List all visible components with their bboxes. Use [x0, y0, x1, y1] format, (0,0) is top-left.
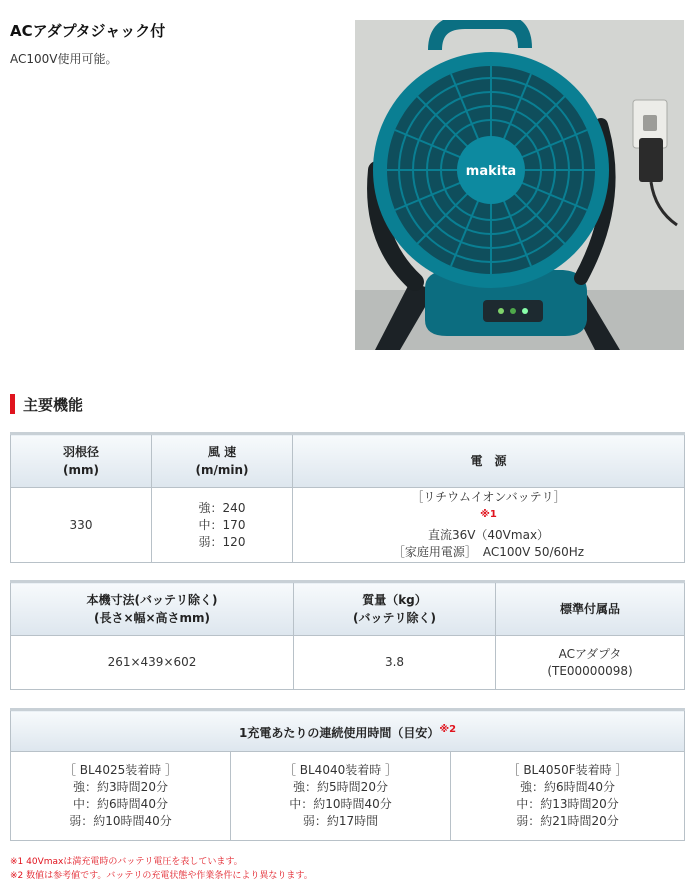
cell-mass: 3.8: [294, 636, 496, 690]
cell-wind-speed: 強：240 中：170 弱：120: [152, 488, 293, 563]
cell-runtime-bl4050f: ［ BL4050F装着時 ］ 強：約6時間40分 中：約13時間20分 弱：約21時間20分: [451, 752, 685, 841]
footnotes: [10, 855, 313, 883]
section-title: 主要機能: [23, 395, 84, 414]
section-heading: [10, 393, 83, 415]
header-runtime: 1充電あたりの連続使用時間（目安）$^{※2}$: [11, 710, 685, 752]
header-accessories: 標準付属品: [496, 582, 685, 636]
header-blade-diameter: 羽根径 (mm): [11, 434, 152, 488]
footnote-1: ※1 40Vmaxは満充電時のバッテリ電圧を表しています。: [10, 857, 243, 867]
cell-runtime-bl4040: ［ BL4040装着時 ］ 強：約5時間20分 中：約10時間40分 弱：約17時間: [231, 752, 451, 841]
section-marker: [10, 394, 15, 414]
feature-title: ACアダプタジャック付: [10, 22, 166, 40]
cell-dimensions: 261×439×602: [11, 636, 294, 690]
cell-power-source: ［リチウムイオンバッテリ］ $^{※1}$ 直流36V（40Vmax） ［家庭用電源］ AC100V 50/60Hz: [293, 488, 685, 563]
fan-image: [355, 20, 684, 350]
cell-blade-diameter: 330: [11, 488, 152, 563]
cell-runtime-bl4025: ［ BL4025装着時 ］ 強：約3時間20分 中：約6時間40分 弱：約10時間40分: [11, 752, 231, 841]
footnote-2: ※2 数値は参考値です。バッテリの充電状態や作業条件により異なります。: [10, 871, 313, 881]
feature-description: AC100V使用可能。: [10, 52, 118, 66]
spec-table-2: [10, 580, 685, 690]
note-marker-1: ※1: [480, 509, 497, 520]
header-dimensions: 本機寸法(バッテリ除く) (長さ×幅×高さmm): [11, 582, 294, 636]
header-power-source: 電 源: [293, 434, 685, 488]
header-wind-speed: 風 速 (m/min): [152, 434, 293, 488]
note-marker-2: ※2: [439, 723, 457, 735]
cell-accessories: ACアダプタ (TE00000098): [496, 636, 685, 690]
product-photo: [355, 20, 684, 350]
runtime-table: [10, 708, 685, 841]
makita-logo: makita: [465, 164, 517, 179]
spec-table-1: [10, 432, 685, 563]
header-mass: 質量（kg） (バッテリ除く): [294, 582, 496, 636]
